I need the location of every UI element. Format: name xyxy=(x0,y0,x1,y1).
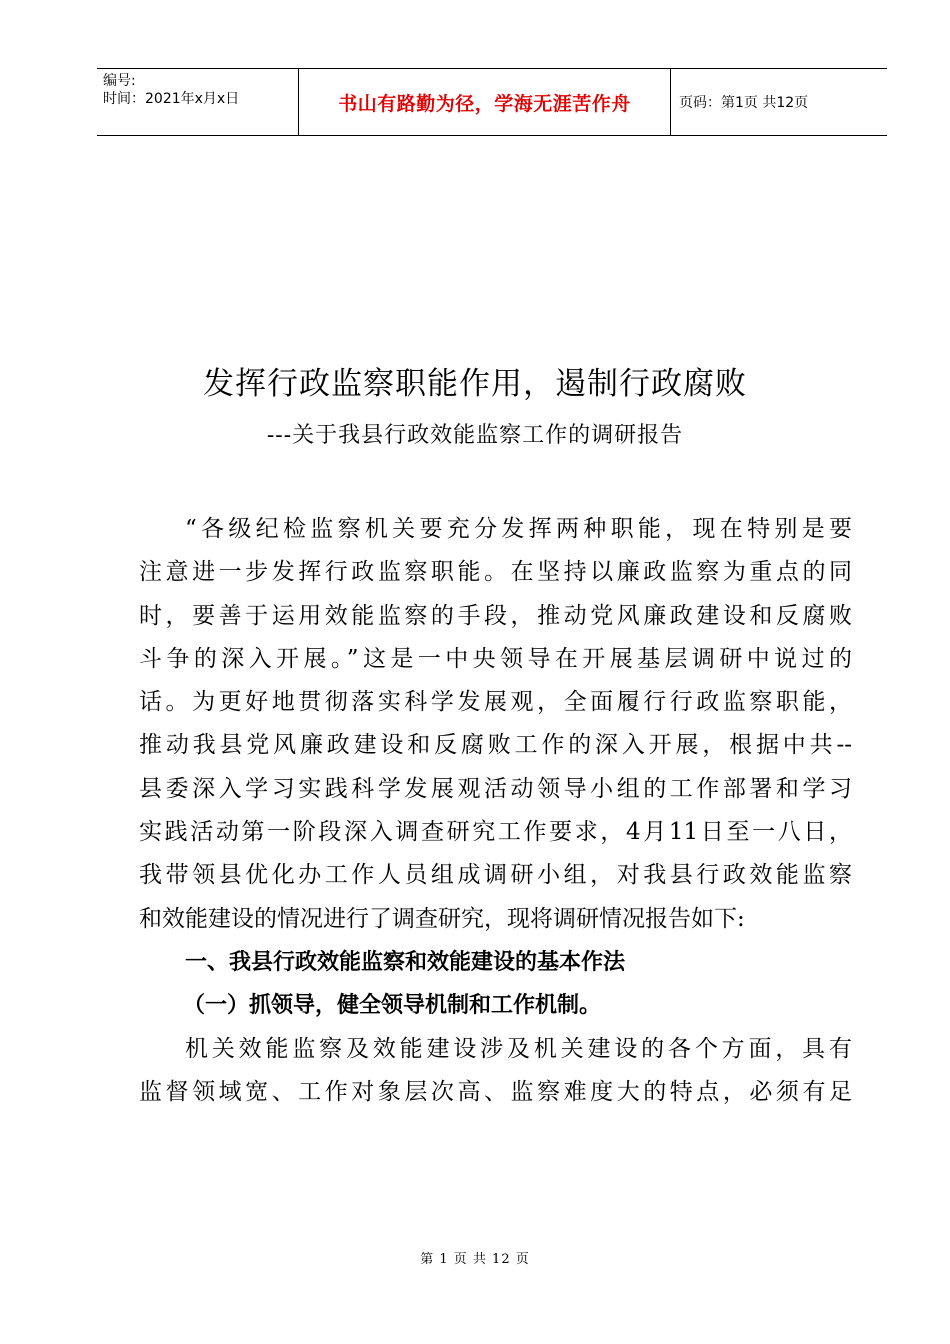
page-footer: 第 1 页 共 12 页 xyxy=(420,1252,530,1267)
header-motto: 书山有路勤为径，学海无涯苦作舟 xyxy=(299,69,671,135)
header-page-info: 页码：第1页 共12页 xyxy=(679,95,809,111)
section-heading-1: 一、我县行政效能监察和效能建设的基本作法 xyxy=(185,949,626,975)
body-line: 推动我县党风廉政建设和反腐败工作的深入开展，根据中共-- xyxy=(139,732,852,759)
document-title: 发挥行政监察职能作用，遏制行政腐败 xyxy=(203,366,747,402)
document-subtitle: ---关于我县行政效能监察工作的调研报告 xyxy=(266,423,684,448)
header-meta xyxy=(97,69,299,135)
body-line: “各级纪检监察机关要充分发挥两种职能，现在特别是要 xyxy=(185,516,852,542)
time-label: 时间：2021年x月x日 xyxy=(103,91,240,107)
body-line: 监督领域宽、工作对象层次高、监察难度大的特点，必须有足 xyxy=(139,1078,852,1105)
body-line: 注意进一步发挥行政监察职能。在坚持以廉政监察为重点的同 xyxy=(139,559,852,586)
body-line: 时，要善于运用效能监察的手段，推动党风廉政建设和反腐败 xyxy=(139,602,852,629)
body-line: 机关效能监察及效能建设涉及机关建设的各个方面，具有 xyxy=(185,1035,852,1062)
body-line: 话。为更好地贯彻落实科学发展观，全面履行行政监察职能， xyxy=(139,689,852,716)
section-heading-2: （一）抓领导，健全领导机制和工作机制。 xyxy=(183,993,602,1019)
document-body xyxy=(139,508,852,1114)
header-table xyxy=(97,68,887,136)
body-line: 实践活动第一阶段深入调查研究工作要求，4月11日至一八日， xyxy=(139,819,852,846)
body-line: 我带领县优化办工作人员组成调研小组，对我县行政效能监察 xyxy=(139,862,852,889)
body-line: 和效能建设的情况进行了调查研究，现将调研情况报告如下: xyxy=(139,905,745,932)
body-line: 斗争的深入开展。”这是一中央领导在开展基层调研中说过的 xyxy=(139,645,852,672)
number-label: 编号: xyxy=(103,73,136,89)
body-line: 县委深入学习实践科学发展观活动领导小组的工作部署和学习 xyxy=(139,775,852,802)
